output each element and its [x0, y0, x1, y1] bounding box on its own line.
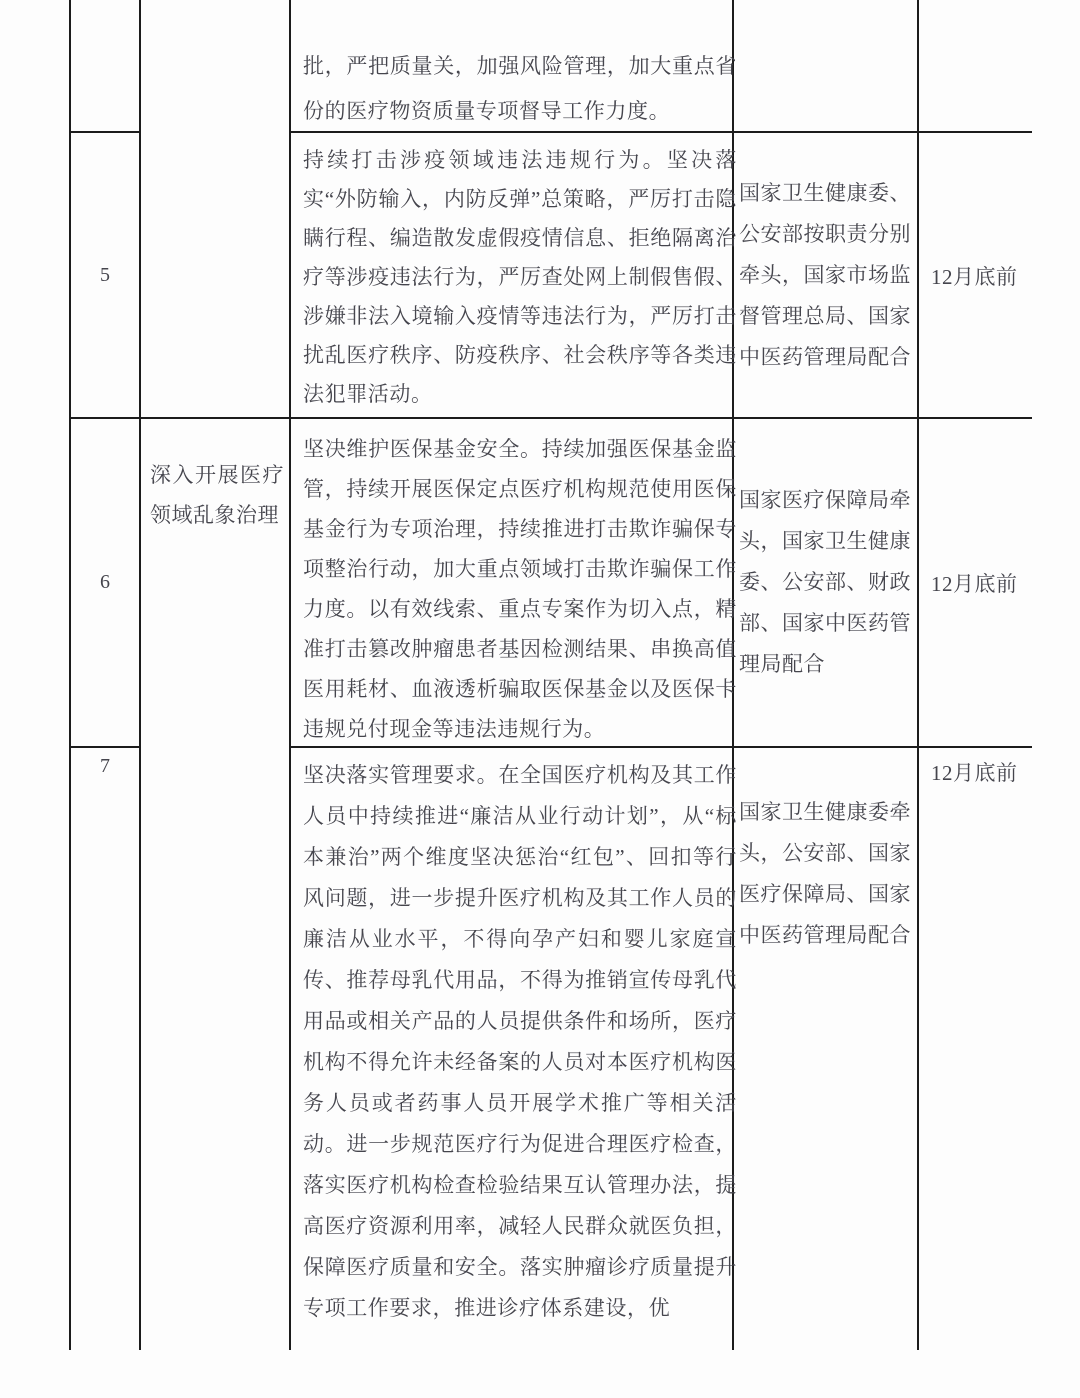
deadline-text-row7: 12月底前	[931, 761, 1018, 785]
table-cell-number-row6: 6	[100, 571, 110, 593]
table-cell-content-row6: 坚决维护医保基金安全。持续加强医保基金监管，持续开展医保定点医疗机构规范使用医保基金行为专项治理，持续推进打击欺诈骗保专项整治行动，加大重点领域打击欺诈骗保工作力度。以有效线索、重点专案作为切入点，精准打击篡改肿瘤患者基因检测结果、串换高值医用耗材、血液透析骗取医保基金以及医保卡违规兑付现金等违法违规行为。	[303, 437, 737, 741]
table-cell-responsible-row6	[733, 418, 917, 747]
table-cell-deadline-row5	[918, 133, 1032, 418]
deadline-text-row6: 12月底前	[931, 571, 1018, 596]
table-border-vertical-category-content	[289, 0, 291, 1350]
table-cell-content-row7: 坚决落实管理要求。在全国医疗机构及其工作人员中持续推进“廉洁从业行动计划”，从“标本兼治”两个维度坚决惩治“红包”、回扣等行风问题，进一步提升医疗机构及其工作人员的廉洁从业水平，不得向孕产妇和婴儿家庭宣传、推荐母乳代用品，不得为推销宣传母乳代用品或相关产品的人员提供条件和场所，医疗机构不得允许未经备案的人员对本医疗机构医务人员或者药事人员开展学术推广等相关活动。进一步规范医疗行为促进合理医疗检查，落实医疗机构检查检验结果互认管理办法，提高医疗资源利用率，减轻人民群众就医负担，保障医疗质量和安全。落实肿瘤诊疗质量提升专项工作要求，推进诊疗体系建设，优	[303, 763, 737, 1320]
table-cell-number-row7: 7	[100, 755, 110, 777]
table-cell-responsible-row5	[733, 133, 917, 418]
table-cell-responsible-row7	[733, 747, 917, 1350]
responsible-text-row7: 国家卫生健康委牵头，公安部、国家医疗保障局、国家中医药管理局配合	[739, 800, 911, 947]
responsible-text-row5: 国家卫生健康委、公安部按职责分别牵头，国家市场监督管理总局、国家中医药管理局配合	[739, 181, 911, 369]
table-cell-deadline-row6	[918, 418, 1032, 747]
table-cell-content-row4-partial: 批，严把质量关，加强风险管理，加大重点省份的医疗物资质量专项督导工作力度。	[303, 54, 737, 123]
table-cell-content-row5: 持续打击涉疫领域违法违规行为。坚决落实“外防输入，内防反弹”总策略，严厉打击隐瞒行程、编造散发虚假疫情信息、拒绝隔离治疗等涉疫违法行为，严厉查处网上制假售假、涉嫌非法入境输入疫情等违法行为，严厉打击扰乱医疗秩序、防疫秩序、社会秩序等各类违法犯罪活动。	[303, 148, 737, 406]
table-cell-number-row5: 5	[100, 264, 110, 286]
table-cell-deadline-row7	[918, 747, 1032, 1350]
responsible-text-row6: 国家医疗保障局牵头，国家卫生健康委、公安部、财政部、国家中医药管理局配合	[739, 488, 911, 676]
table-cell-category-row6: 深入开展医疗领域乱象治理	[150, 463, 284, 527]
deadline-text-row5: 12月底前	[931, 264, 1018, 289]
